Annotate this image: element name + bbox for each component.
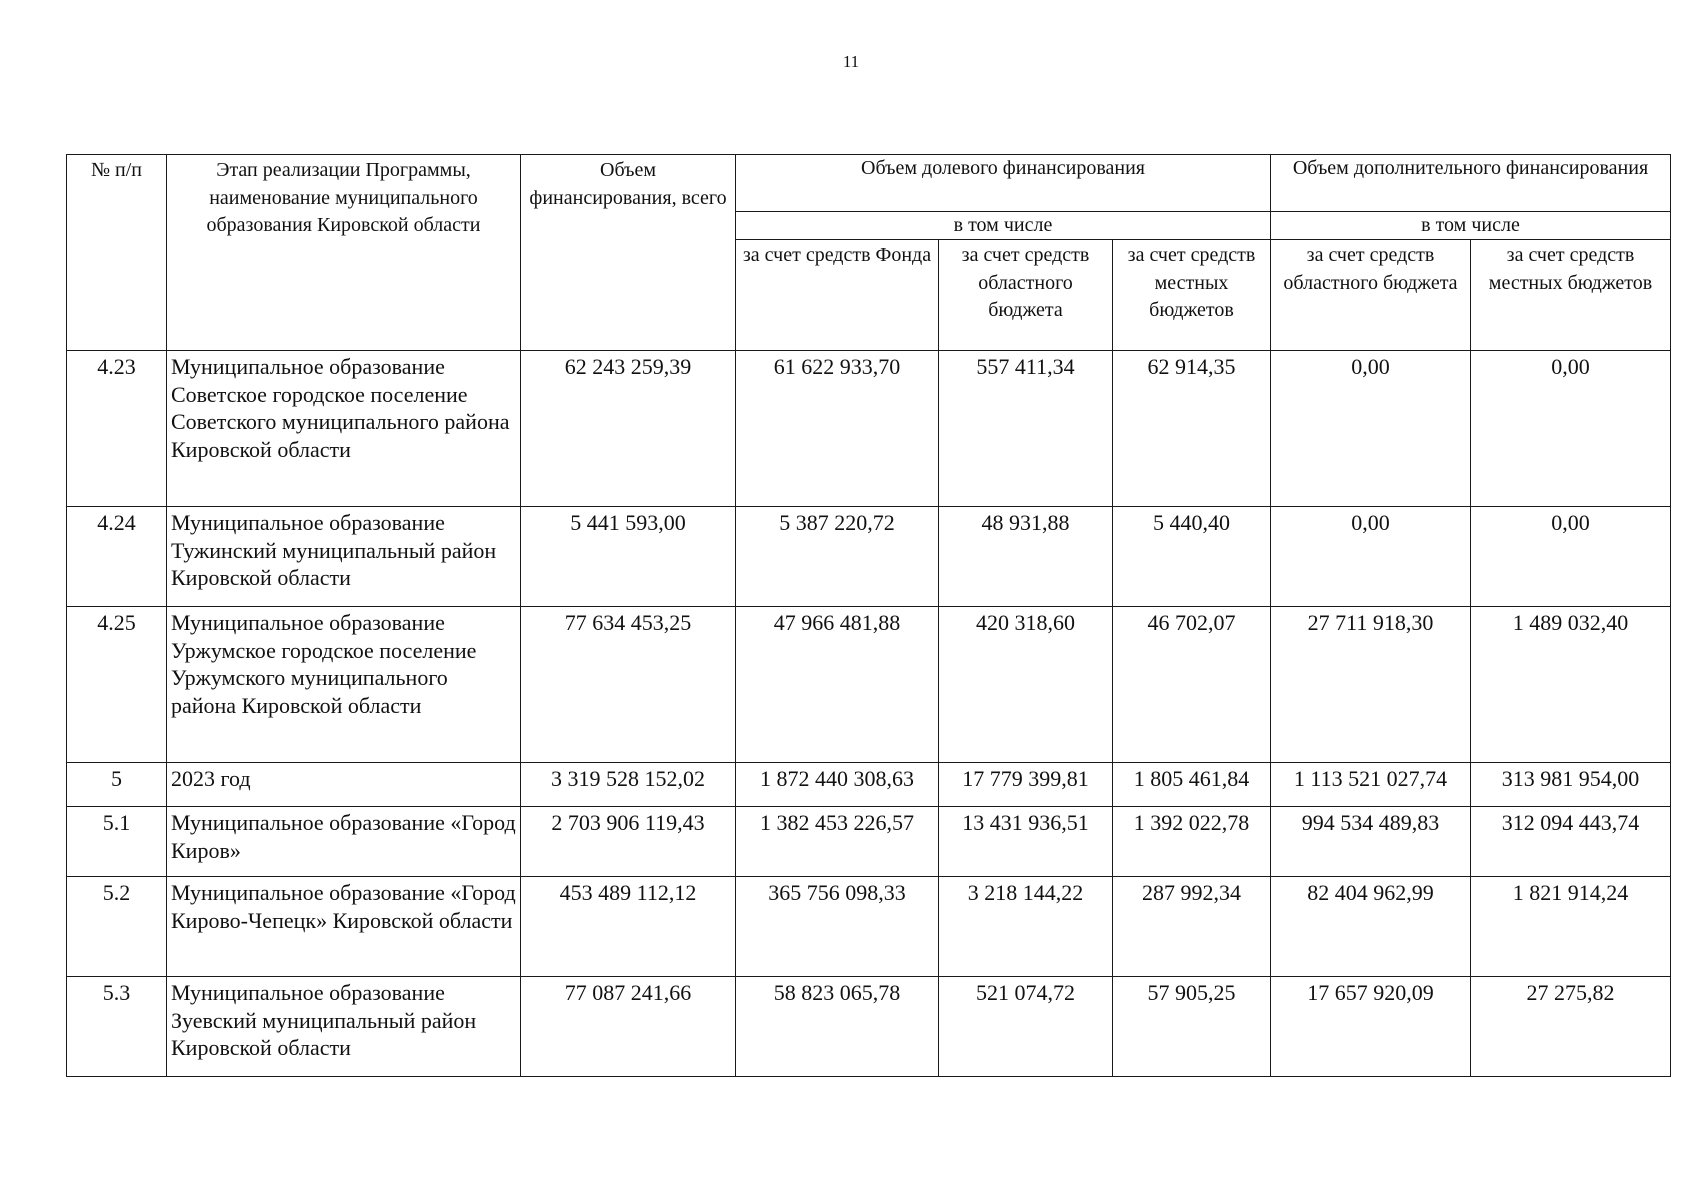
- row-name: 2023 год: [167, 763, 521, 807]
- row-num: 5: [67, 763, 167, 807]
- row-add-regional: 82 404 962,99: [1271, 877, 1471, 977]
- header-shared-incl: в том числе: [736, 212, 1271, 240]
- row-add-regional: 27 711 918,30: [1271, 607, 1471, 763]
- row-add-local: 0,00: [1471, 351, 1671, 507]
- header-total: Объем финансирования, всего: [521, 155, 736, 351]
- table-row: [67, 607, 1671, 763]
- row-local: 46 702,07: [1113, 607, 1271, 763]
- row-total: 453 489 112,12: [521, 877, 736, 977]
- header-shared-local: за счет средств местных бюджетов: [1113, 240, 1271, 351]
- financing-table: [66, 154, 1671, 1077]
- row-add-local: 1 489 032,40: [1471, 607, 1671, 763]
- table-row: [67, 877, 1671, 977]
- table-row: [67, 807, 1671, 877]
- row-name: Муниципальное образование «Город Кирово-Чепецк» Кировской области: [167, 877, 521, 977]
- row-fund: 61 622 933,70: [736, 351, 939, 507]
- row-name: Муниципальное образование «Город Киров»: [167, 807, 521, 877]
- header-shared-regional: за счет средств областного бюджета: [939, 240, 1113, 351]
- row-local: 1 392 022,78: [1113, 807, 1271, 877]
- row-num: 4.23: [67, 351, 167, 507]
- table-row: [67, 351, 1671, 507]
- row-regional: 3 218 144,22: [939, 877, 1113, 977]
- row-add-regional: 994 534 489,83: [1271, 807, 1471, 877]
- row-num: 5.2: [67, 877, 167, 977]
- row-regional: 17 779 399,81: [939, 763, 1113, 807]
- row-fund: 1 382 453 226,57: [736, 807, 939, 877]
- header-shared-fund: за счет средств Фонда: [736, 240, 939, 351]
- row-fund: 47 966 481,88: [736, 607, 939, 763]
- row-local: 57 905,25: [1113, 977, 1271, 1077]
- row-total: 77 087 241,66: [521, 977, 736, 1077]
- row-fund: 365 756 098,33: [736, 877, 939, 977]
- row-regional: 420 318,60: [939, 607, 1113, 763]
- row-fund: 1 872 440 308,63: [736, 763, 939, 807]
- row-fund: 5 387 220,72: [736, 507, 939, 607]
- header-additional-incl: в том числе: [1271, 212, 1671, 240]
- row-num: 4.25: [67, 607, 167, 763]
- row-total: 3 319 528 152,02: [521, 763, 736, 807]
- row-local: 1 805 461,84: [1113, 763, 1271, 807]
- row-add-local: 312 094 443,74: [1471, 807, 1671, 877]
- row-local: 5 440,40: [1113, 507, 1271, 607]
- row-add-regional: 0,00: [1271, 507, 1471, 607]
- row-total: 2 703 906 119,43: [521, 807, 736, 877]
- table-header: [67, 155, 1671, 351]
- row-add-local: 27 275,82: [1471, 977, 1671, 1077]
- row-regional: 13 431 936,51: [939, 807, 1113, 877]
- header-shared: Объем долевого финансирования: [736, 155, 1271, 212]
- row-name: Муниципальное образование Советское городское поселение Советского муниципального района Кировской области: [167, 351, 521, 507]
- header-additional: Объем дополнительного финансирования: [1271, 155, 1671, 212]
- table-row: [67, 507, 1671, 607]
- table-row: [67, 763, 1671, 807]
- row-num: 5.1: [67, 807, 167, 877]
- row-total: 62 243 259,39: [521, 351, 736, 507]
- row-name: Муниципальное образование Тужинский муниципальный район Кировской области: [167, 507, 521, 607]
- row-add-local: 1 821 914,24: [1471, 877, 1671, 977]
- row-local: 287 992,34: [1113, 877, 1271, 977]
- row-fund: 58 823 065,78: [736, 977, 939, 1077]
- row-add-regional: 1 113 521 027,74: [1271, 763, 1471, 807]
- row-name: Муниципальное образование Зуевский муниципальный район Кировской области: [167, 977, 521, 1077]
- row-local: 62 914,35: [1113, 351, 1271, 507]
- table-row: [67, 977, 1671, 1077]
- row-regional: 521 074,72: [939, 977, 1113, 1077]
- row-total: 77 634 453,25: [521, 607, 736, 763]
- header-stage: Этап реализации Программы, наименование муниципального образования Кировской области: [167, 155, 521, 351]
- row-add-regional: 0,00: [1271, 351, 1471, 507]
- header-additional-regional: за счет средств областного бюджета: [1271, 240, 1471, 351]
- header-num: № п/п: [67, 155, 167, 351]
- row-total: 5 441 593,00: [521, 507, 736, 607]
- row-add-regional: 17 657 920,09: [1271, 977, 1471, 1077]
- page-number: 11: [842, 52, 860, 71]
- row-name: Муниципальное образование Уржумское городское поселение Уржумского муниципального района Кировской области: [167, 607, 521, 763]
- row-num: 4.24: [67, 507, 167, 607]
- row-num: 5.3: [67, 977, 167, 1077]
- table-body: [67, 351, 1671, 1077]
- row-add-local: 0,00: [1471, 507, 1671, 607]
- row-regional: 557 411,34: [939, 351, 1113, 507]
- header-additional-local: за счет средств местных бюджетов: [1471, 240, 1671, 351]
- row-add-local: 313 981 954,00: [1471, 763, 1671, 807]
- row-regional: 48 931,88: [939, 507, 1113, 607]
